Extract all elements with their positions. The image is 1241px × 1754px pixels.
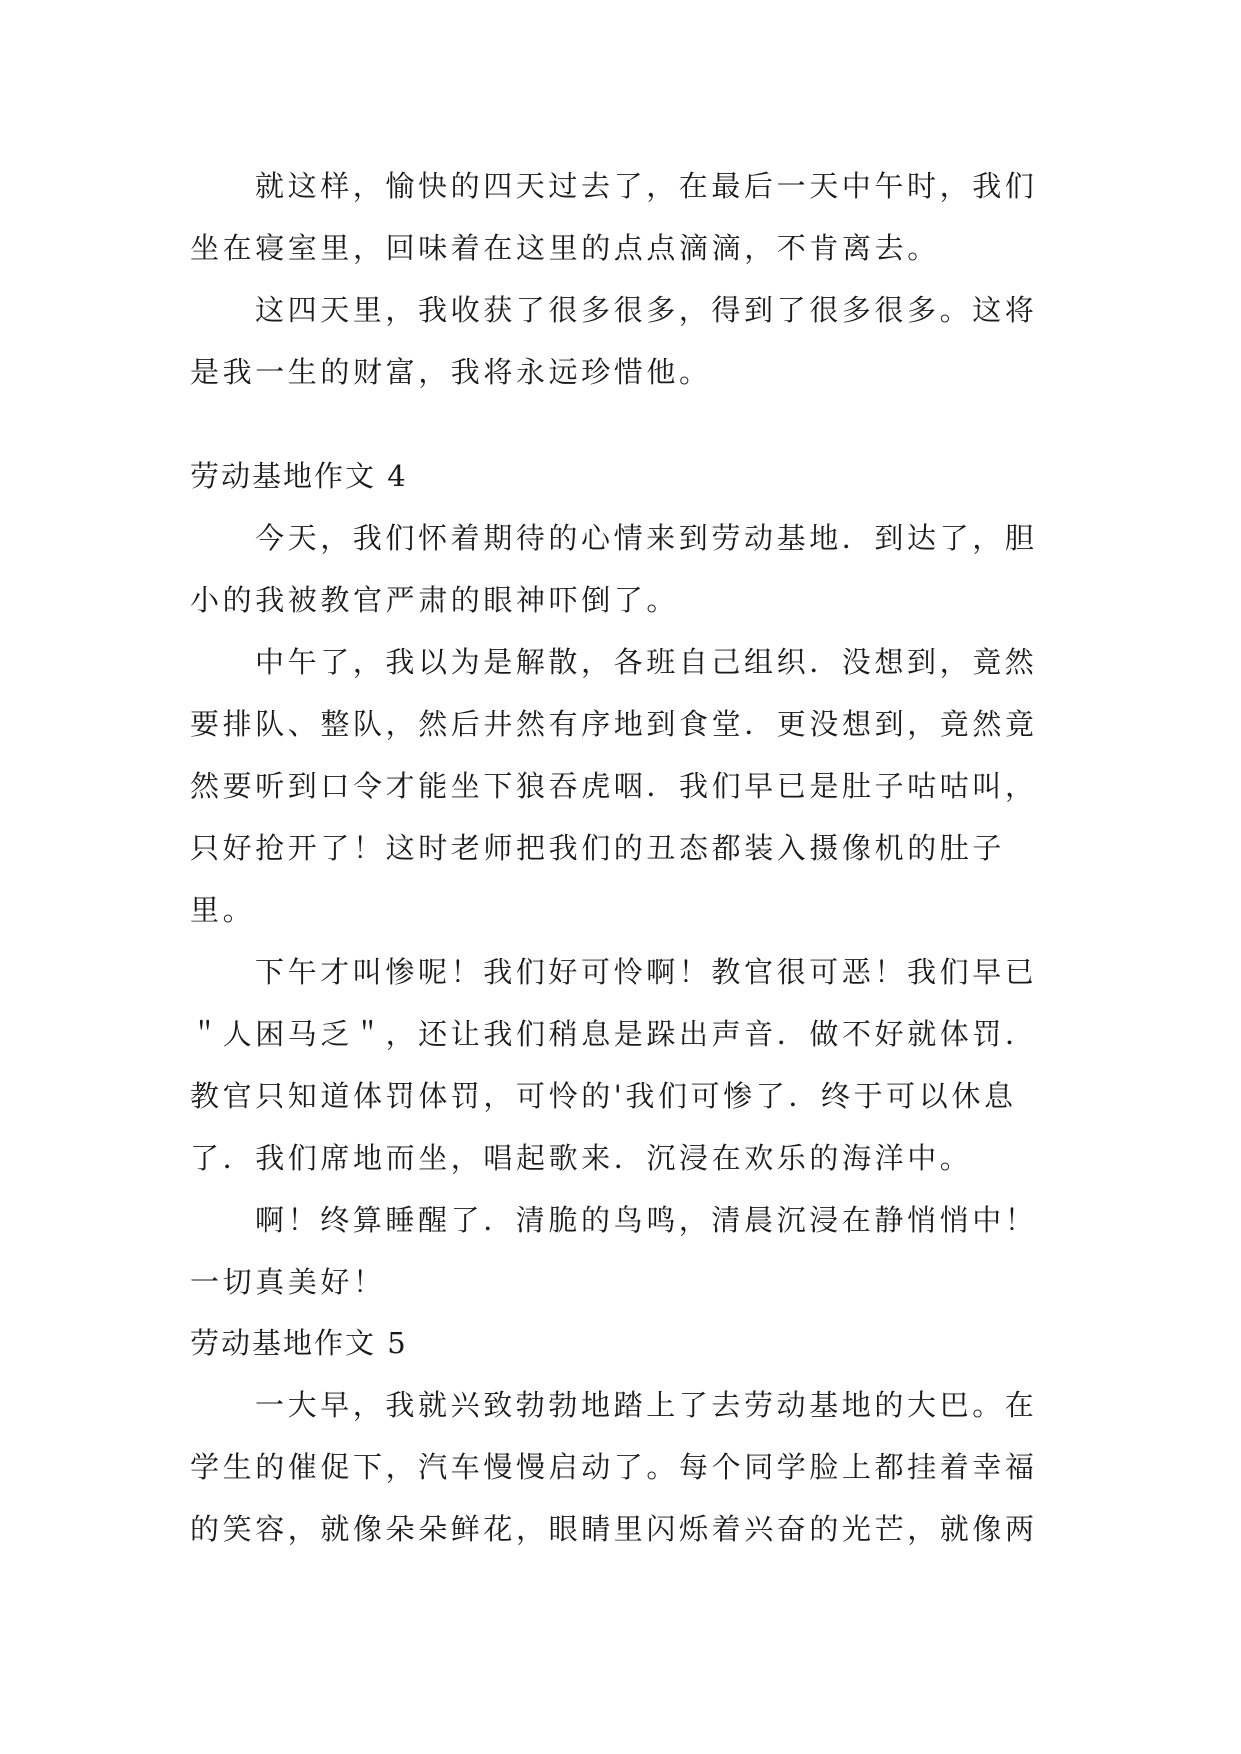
essay-title: 劳动基地作文 5 (190, 1326, 408, 1360)
paragraph: 一大早，我就兴致勃勃地踏上了去劳动基地的大巴。在学生的催促下，汽车慢慢启动了。每个同学脸上都挂着幸福的笑容，就像朵朵鲜花，眼睛里闪烁着兴奋的光芒，就像两 (190, 1388, 1038, 1546)
paragraph: 今天，我们怀着期待的心情来到劳动基地．到达了，胆小的我被教官严肃的眼神吓倒了。 (190, 521, 1038, 617)
paragraph: 中午了，我以为是解散，各班自己组织．没想到，竟然要排队、整队，然后井然有序地到食堂．更没想到，竟然竟然要听到口令才能坐下狼吞虎咽．我们早已是肚子咕咕叫，只好抢开了！这时老师把我们的丑态都装入摄像机的肚子里。 (190, 645, 1038, 927)
paragraph: 就这样，愉快的四天过去了，在最后一天中午时，我们坐在寝室里，回味着在这里的点点滴滴，不肯离去。 (190, 169, 1038, 265)
essay-title: 劳动基地作文 4 (190, 459, 408, 493)
paragraph: 这四天里，我收获了很多很多，得到了很多很多。这将是我一生的财富，我将永远珍惜他。 (190, 293, 1038, 389)
essay-3-ending (190, 155, 1050, 403)
paragraph: 啊！终算睡醒了．清脆的鸟鸣，清晨沉浸在静悄悄中！一切真美好！ (190, 1203, 1038, 1299)
essay-4 (190, 445, 1050, 1313)
paragraph: 下午才叫惨呢！我们好可怜啊！教官很可恶！我们早已＂人困马乏＂，还让我们稍息是跺出声音．做不好就体罚．教官只知道体罚体罚，可怜的'我们可惨了．终于可以休息了．我们席地而坐，唱起歌来．沉浸在欢乐的海洋中。 (190, 955, 1038, 1175)
essay-5 (190, 1312, 1050, 1560)
